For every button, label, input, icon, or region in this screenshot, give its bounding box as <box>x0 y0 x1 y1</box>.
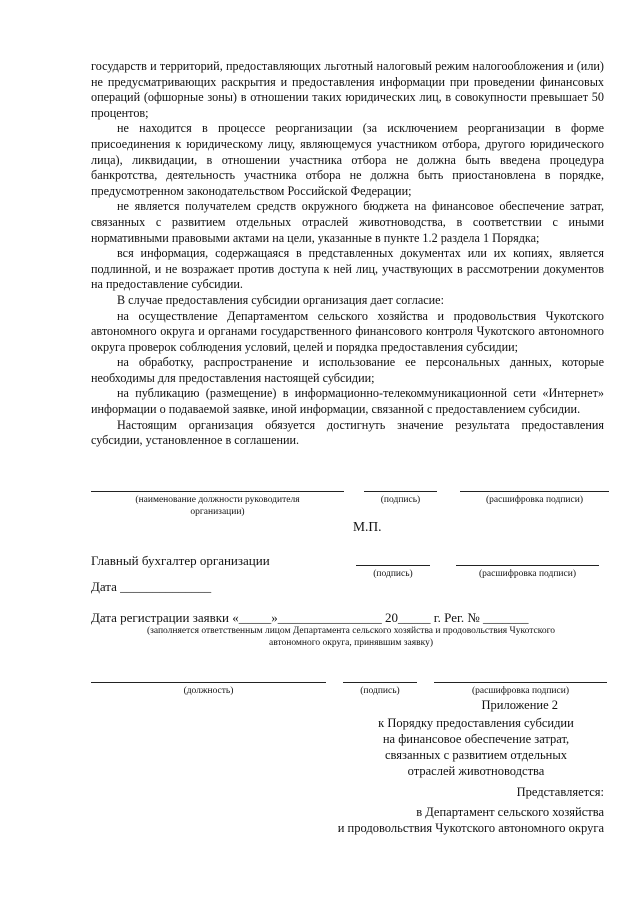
decode-signature-line[interactable] <box>460 491 609 492</box>
paragraph: не находится в процессе реорганизации (за исключением реорганизации в форме присоединения к юридическому лицу, являющемуся участником отбора, другого юридического лица), ликвидации, в отношении участника отбора не должна быть введена процедура банкротства, деятельность участника отбора не должна быть приостановлена в порядке, предусмотренном законодательством Российской Федерации; <box>91 121 604 198</box>
accountant-decode-line[interactable] <box>456 565 599 566</box>
stamp-placeholder: М.П. <box>353 519 382 534</box>
decode-caption: (расшифровка подписи) <box>486 495 583 505</box>
appendix-title: Приложение 2 <box>481 698 558 712</box>
appendix-line: отраслей животноводства <box>407 764 545 778</box>
official-signature-caption: (подпись) <box>360 686 400 696</box>
accountant-signature-line[interactable] <box>356 565 430 566</box>
accountant-signature-caption: (подпись) <box>373 569 413 579</box>
paragraph: на обработку, распространение и использование ее персональных данных, которые необходимы для предоставления настоящей субсидии; <box>91 355 604 385</box>
paragraph: Настоящим организация обязуется достигнуть значение результата предоставления субсидии, установленное в соглашении. <box>91 417 604 448</box>
paragraph: на публикацию (размещение) в информационно-телекоммуникационной сети «Интернет» информации о подаваемой заявке, иной информации, связанной с предоставлением субсидии. <box>91 386 604 417</box>
appendix-block <box>356 697 596 779</box>
registration-note: (заполняется ответственным лицом Департамента сельского хозяйства и продовольствия Чукотского автономного округа, принявшим заявку) <box>146 626 556 648</box>
appendix-line: связанных с развитием отдельных <box>385 748 567 762</box>
chief-accountant-label: Главный бухгалтер организации <box>91 553 270 568</box>
submitted-line: и продовольствия Чукотского автономного округа <box>337 821 604 835</box>
paragraph: на осуществление Департаментом сельского хозяйства и продовольствия Чукотского автономного округа и органами государственного финансового контроля Чукотского автономного округа проверок соблюдения условий, целей и порядка предоставления субсидии; <box>91 308 604 354</box>
official-position-caption: (должность) <box>183 686 234 696</box>
paragraph: вся информация, содержащаяся в представленных документах или их копиях, является подлинной, и не возражает против доступа к ней лиц, участвующих в рассмотрении документов на предоставление субсидии. <box>91 246 604 292</box>
registration-date-line[interactable]: Дата регистрации заявки «_____»________________ 20_____ г. Рег. № _______ <box>91 610 529 625</box>
official-decode-line[interactable] <box>434 682 607 683</box>
submitted-to-block <box>338 784 604 836</box>
official-signature-line[interactable] <box>343 682 417 683</box>
submitted-title: Представляется: <box>516 785 604 799</box>
body-text <box>91 59 604 449</box>
paragraph: не является получателем средств окружного бюджета на финансовое обеспечение затрат, связанных с развитием отдельных отраслей животноводства, в соответствии с иными нормативными правовыми актами на цели, указанные в пункте 1.2 раздела 1 Порядка; <box>91 199 604 245</box>
signature-line[interactable] <box>364 491 437 492</box>
date-field[interactable]: Дата ______________ <box>91 579 212 594</box>
signature-caption: (подпись) <box>380 495 421 505</box>
paragraph: государств и территорий, предоставляющих льготный налоговый режим налогообложения и (или) не предусматривающих раскрытия и предоставления информации при проведении финансовых операций (офшорные зоны) в отношении таких юридических лиц, в совокупности превышает 50 процентов; <box>91 59 604 120</box>
appendix-line: на финансовое обеспечение затрат, <box>382 732 570 746</box>
submitted-line: в Департамент сельского хозяйства <box>416 805 604 819</box>
position-signature-line[interactable] <box>91 491 344 492</box>
position-caption: (наименование должности руководителя организации) <box>135 495 300 517</box>
official-decode-caption: (расшифровка подписи) <box>472 686 569 696</box>
paragraph: В случае предоставления субсидии организация дает согласие: <box>117 292 444 307</box>
appendix-line: к Порядку предоставления субсидии <box>378 716 574 730</box>
accountant-decode-caption: (расшифровка подписи) <box>479 569 576 579</box>
official-position-line[interactable] <box>91 682 326 683</box>
